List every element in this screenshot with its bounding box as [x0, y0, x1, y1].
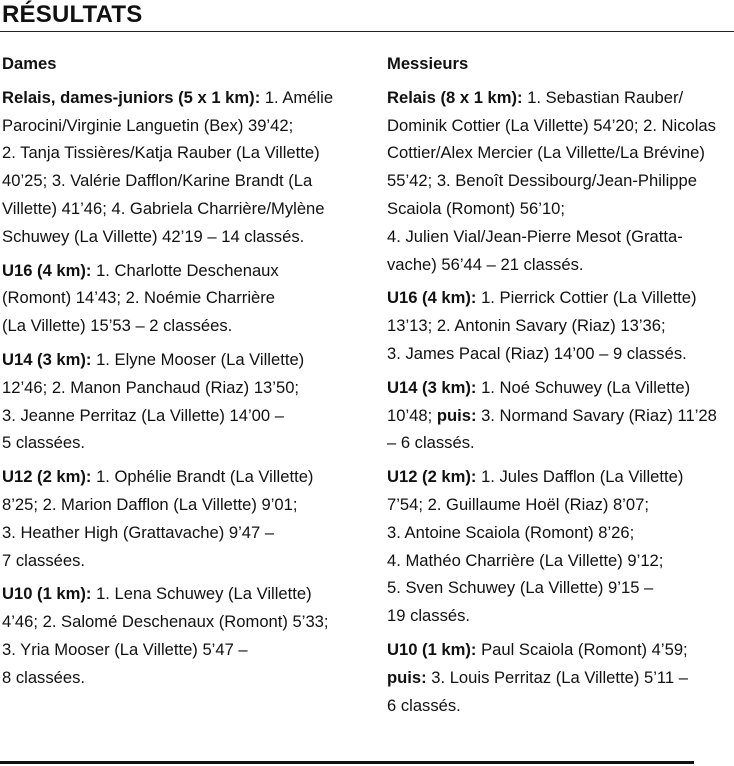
entry-text: 3. Jeanne Perritaz (La Villette) 14’00 –: [2, 405, 284, 425]
entry-text: 3. Yria Mooser (La Villette) 5’47 –: [2, 639, 248, 659]
entry-text: 3. Antoine Scaiola (Romont) 8’26;: [387, 522, 635, 542]
entry-text: Scaiola (Romont) 56’10;: [387, 198, 566, 218]
entry-text: 7 classées.: [2, 550, 86, 570]
entry-text: 1. Ophélie Brandt (La Villette): [91, 467, 314, 487]
entry-text: 5. Sven Schuwey (La Villette) 9’15 –: [387, 578, 654, 598]
entry-text: 3. James Pacal (Riaz) 14’00 – 9 classés.: [387, 343, 687, 363]
entry-label: U10 (1 km):: [387, 639, 477, 659]
messieurs-u12-entry: [387, 463, 733, 630]
entry-text: 5 classées.: [2, 433, 86, 453]
entry-label: U16 (4 km):: [2, 260, 92, 280]
messieurs-heading: Messieurs: [387, 54, 469, 73]
entry-text: 12’46; 2. Manon Panchaud (Riaz) 13’50;: [2, 377, 300, 397]
entry-text: 1. Jules Dafflon (La Villette): [476, 467, 684, 487]
entry-text: 1. Pierrick Cottier (La Villette): [476, 288, 697, 308]
entry-label: U10 (1 km):: [2, 584, 92, 604]
entry-text: 4. Julien Vial/Jean-Pierre Mesot (Gratta-: [387, 226, 683, 246]
page-title: RÉSULTATS: [2, 1, 143, 28]
entry-text: 1. Sebastian Rauber/: [522, 87, 684, 107]
entry-text: Dominik Cottier (La Villette) 54’20; 2. Nicolas: [387, 115, 716, 135]
entry-label: U12 (2 km):: [387, 467, 477, 487]
entry-text: 4’46; 2. Salomé Deschenaux (Romont) 5’33;: [2, 612, 329, 632]
entry-text: 1. Noé Schuwey (La Villette): [476, 377, 691, 397]
entry-text: – 6 classés.: [387, 433, 475, 453]
messieurs-u10-entry: [387, 636, 733, 719]
entry-text: 3. Louis Perritaz (La Villette) 5’11 –: [426, 667, 688, 687]
messieurs-column: [387, 50, 733, 725]
dames-u10-entry: [2, 580, 362, 691]
dames-relais-entry: [2, 84, 362, 251]
entry-text: Cottier/Alex Mercier (La Villette/La Brévine): [387, 143, 705, 163]
entry-text: vache) 56’44 – 21 classés.: [387, 254, 584, 274]
entry-text: 1. Elyne Mooser (La Villette): [91, 349, 305, 369]
entry-text: 8 classées.: [2, 667, 86, 687]
entry-label: U14 (3 km):: [387, 377, 477, 397]
entry-label: U12 (2 km):: [2, 467, 92, 487]
entry-text: 4. Mathéo Charrière (La Villette) 9’12;: [387, 550, 664, 570]
entry-text: (La Villette) 15’53 – 2 classées.: [2, 316, 233, 336]
entry-text: 13’13; 2. Antonin Savary (Riaz) 13’36;: [387, 316, 666, 336]
dames-column: [2, 50, 362, 698]
entry-text: 7’54; 2. Guillaume Hoël (Riaz) 8’07;: [387, 494, 649, 514]
messieurs-u14-entry: [387, 374, 733, 457]
entry-text: 8’25; 2. Marion Dafflon (La Villette) 9’01;: [2, 494, 298, 514]
entry-text: Paul Scaiola (Romont) 4’59;: [476, 639, 688, 659]
entry-text: 40’25; 3. Valérie Dafflon/Karine Brandt (La: [2, 171, 313, 191]
entry-text: (Romont) 14’43; 2. Noémie Charrière: [2, 288, 275, 308]
dames-u14-entry: [2, 346, 362, 457]
dames-u16-entry: [2, 257, 362, 340]
entry-text: 3. Normand Savary (Riaz) 11’28: [476, 405, 717, 425]
entry-text: 55’42; 3. Benoît Dessibourg/Jean-Philippe: [387, 171, 697, 191]
entry-text: 2. Tanja Tissières/Katja Rauber (La Villette): [2, 143, 320, 163]
bottom-divider: [0, 761, 694, 764]
messieurs-relais-entry: [387, 84, 733, 279]
entry-text: 1. Lena Schuwey (La Villette): [91, 584, 312, 604]
entry-label: Relais (8 x 1 km):: [387, 87, 523, 107]
entry-label: Relais, dames-juniors (5 x 1 km):: [2, 87, 261, 107]
entry-text: 1. Charlotte Deschenaux: [91, 260, 279, 280]
dames-u12-entry: [2, 463, 362, 574]
entry-label: U16 (4 km):: [387, 288, 477, 308]
entry-text: Villette) 41’46; 4. Gabriela Charrière/Mylène: [2, 198, 325, 218]
entry-text: 1. Amélie: [260, 87, 334, 107]
entry-text: 19 classés.: [387, 606, 471, 626]
dames-heading: Dames: [2, 54, 57, 73]
puis-label: puis:: [387, 667, 427, 687]
entry-label: U14 (3 km):: [2, 349, 92, 369]
entry-text: 6 classés.: [387, 695, 461, 715]
messieurs-u16-entry: [387, 284, 733, 367]
entry-text: 3. Heather High (Grattavache) 9’47 –: [2, 522, 275, 542]
title-divider: [0, 31, 734, 32]
puis-label: puis:: [436, 405, 477, 425]
entry-text: Schuwey (La Villette) 42’19 – 14 classés.: [2, 226, 305, 246]
entry-text: 10’48;: [387, 405, 437, 425]
entry-text: Parocini/Virginie Languetin (Bex) 39’42;: [2, 115, 294, 135]
